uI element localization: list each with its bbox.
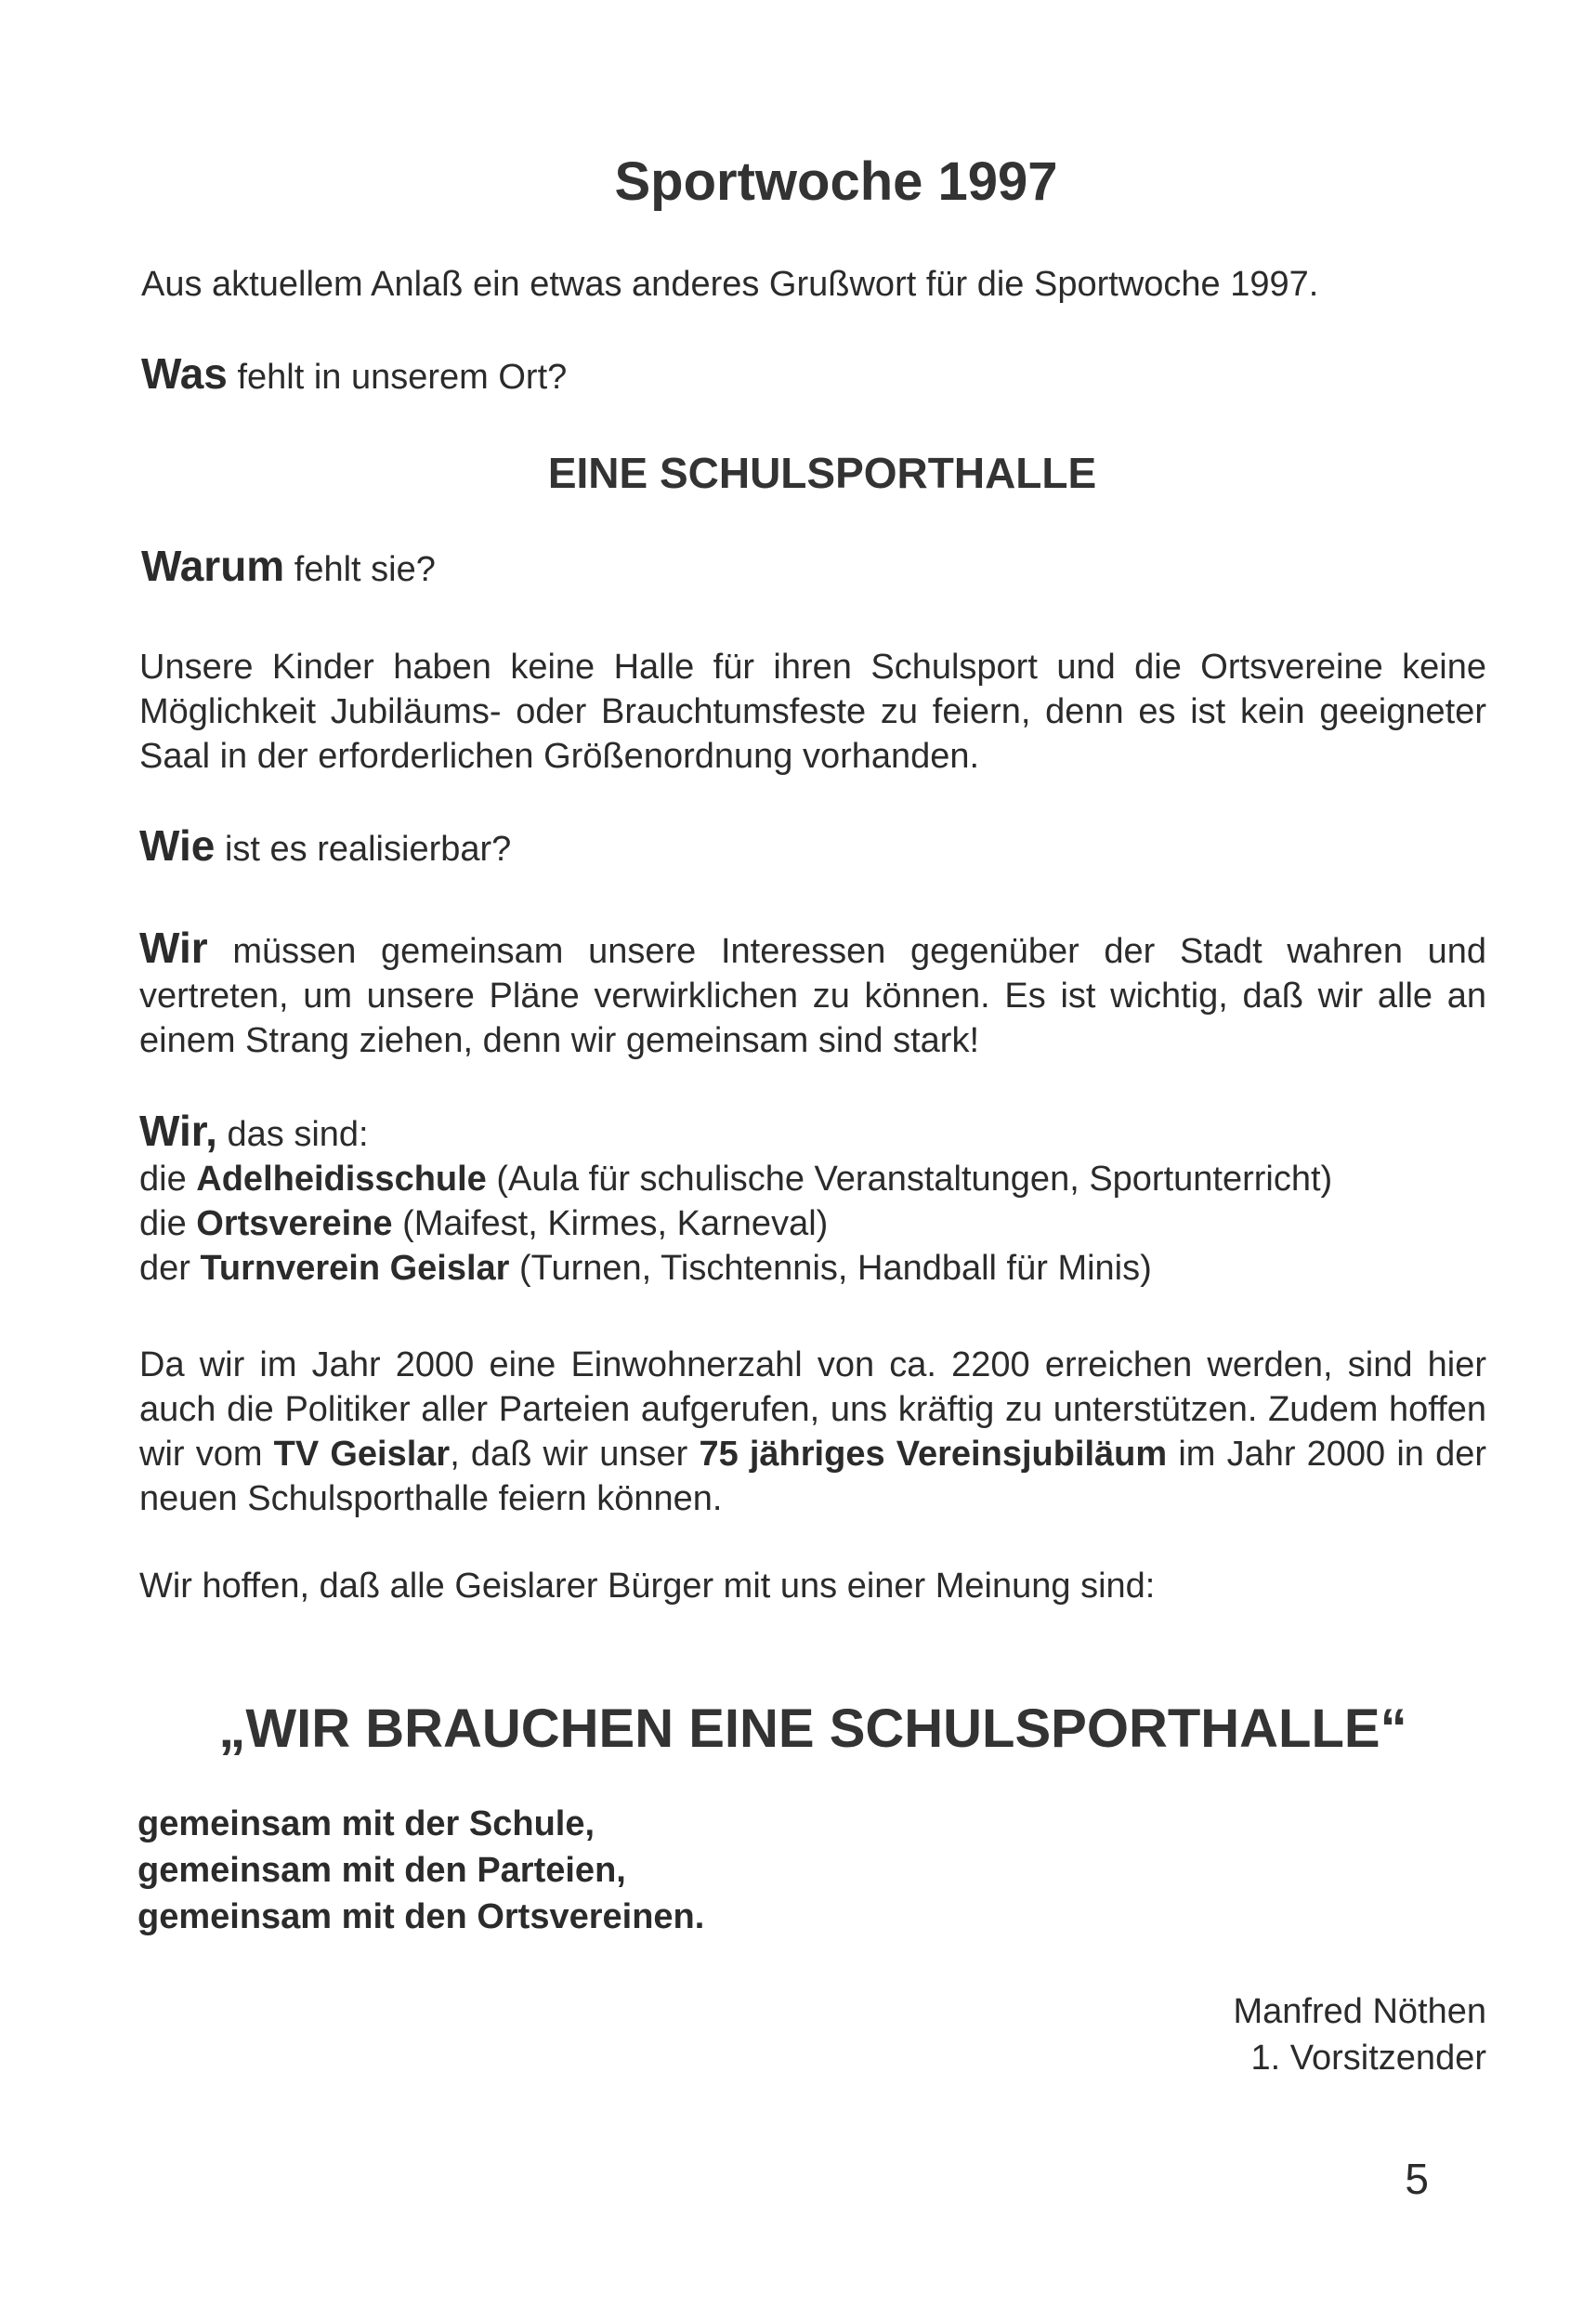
paragraph-text: müssen gemeinsam unsere Interessen gegenüber der Stadt wahren und vertreten, um unsere Pläne verwirklichen zu können. Es ist wichtig, daß wir alle an einem Strang ziehen, denn wir gemeinsam sind stark!	[139, 932, 1486, 1060]
question-wie	[139, 823, 511, 872]
page-title: Sportwoche 1997	[614, 151, 1058, 212]
question-keyword: Was	[141, 349, 228, 398]
paragraph-text: , daß wir unser	[450, 1435, 700, 1474]
question-text: fehlt sie?	[284, 550, 436, 589]
list-item	[139, 1201, 1332, 1246]
page-number: 5	[1405, 2155, 1429, 2203]
item-detail: (Aula für schulische Veranstaltungen, Sportunterricht)	[486, 1160, 1333, 1199]
question-keyword: Wie	[139, 821, 216, 870]
anniversary-text: 75 jähriges Vereinsjubiläum	[699, 1435, 1168, 1474]
question-was	[141, 351, 567, 400]
signature-role: 1. Vorsitzender	[1250, 2039, 1486, 2078]
slogan-quote: „WIR BRAUCHEN EINE SCHULSPORTHALLE“	[218, 1698, 1407, 1759]
question-warum	[141, 544, 436, 592]
intro-line: Aus aktuellem Anlaß ein etwas anderes Grußwort für die Sportwoche 1997.	[141, 265, 1319, 304]
wir-list-heading	[139, 1108, 1332, 1157]
item-name: Ortsvereine	[196, 1204, 393, 1243]
paragraph-wir	[139, 925, 1486, 1063]
paragraph-politics	[139, 1343, 1486, 1521]
item-prefix: die	[139, 1204, 197, 1243]
list-keyword: Wir,	[139, 1107, 217, 1155]
item-prefix: der	[139, 1249, 201, 1288]
closing-lines	[137, 1801, 704, 1940]
closing-line: gemeinsam mit der Schule,	[137, 1804, 595, 1843]
club-name: TV Geislar	[273, 1435, 451, 1474]
item-detail: (Maifest, Kirmes, Karneval)	[392, 1204, 829, 1243]
wir-list	[139, 1108, 1332, 1291]
list-heading-text: das sind:	[216, 1115, 369, 1154]
list-item	[139, 1246, 1332, 1291]
signature-name: Manfred Nöthen	[1233, 1992, 1486, 2031]
paragraph-text: Da wir im Jahr 2000 eine Einwohnerzahl von ca. 2200 erreichen werden, sind hier auch die Politiker aller Parteien aufgerufen, uns kräftig zu unterstützen. Zudem hoffen wir vom	[139, 1345, 1486, 1474]
answer-heading: EINE SCHULSPORTHALLE	[547, 449, 1097, 497]
item-prefix: die	[139, 1160, 197, 1199]
question-text: ist es realisierbar?	[215, 830, 512, 869]
signature-block	[1234, 1988, 1487, 2081]
item-name: Adelheidisschule	[196, 1160, 487, 1199]
list-item	[139, 1157, 1332, 1201]
paragraph-text: im Jahr 2000 in der neuen Schulsporthalle feiern können.	[139, 1435, 1486, 1518]
question-text: fehlt in unserem Ort?	[227, 358, 568, 397]
closing-line: gemeinsam mit den Parteien,	[137, 1851, 626, 1890]
paragraph-keyword: Wir	[139, 924, 208, 972]
question-keyword: Warum	[141, 542, 285, 590]
item-detail: (Turnen, Tischtennis, Handball für Minis)	[509, 1249, 1152, 1288]
closing-line: gemeinsam mit den Ortsvereinen.	[137, 1897, 705, 1936]
paragraph-hope: Wir hoffen, daß alle Geislarer Bürger mit uns einer Meinung sind:	[139, 1567, 1156, 1606]
item-name: Turnverein Geislar	[200, 1249, 510, 1288]
paragraph-reason: Unsere Kinder haben keine Halle für ihren Schulsport und die Ortsvereine keine Möglichkeit Jubiläums- oder Brauchtumsfeste zu feiern, denn es ist kein geeigneter Saal in der erforderlichen Größenordnung vorhanden.	[139, 648, 1486, 776]
